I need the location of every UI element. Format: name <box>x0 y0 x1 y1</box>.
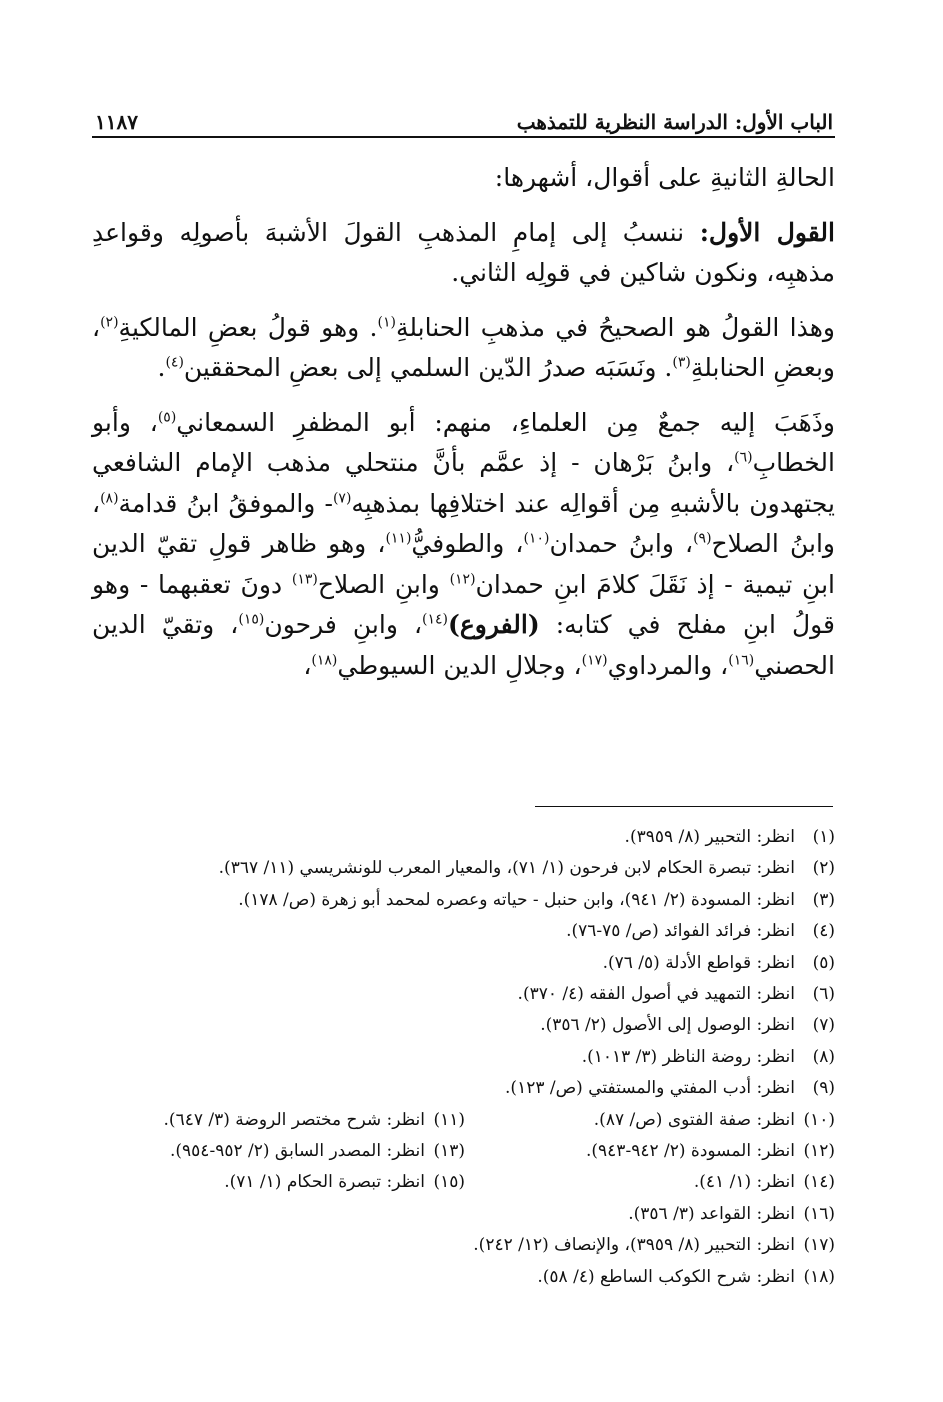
footnote-row-10-11 <box>92 1105 835 1136</box>
footnote-11: (١١) انظر: شرح مختصر الروضة (٣/ ٦٤٧). <box>163 1109 465 1130</box>
footnote-ref[interactable]: (١٧) <box>581 652 608 669</box>
footnote-separator <box>535 806 833 807</box>
footnote-15: (١٥) انظر: تبصرة الحكام (١/ ٧١). <box>224 1172 465 1193</box>
main-text <box>92 158 835 700</box>
footnote-ref[interactable]: (٩) <box>693 530 712 547</box>
footnote-17: (١٧) انظر: التحبير (٨/ ٣٩٥٩)، والإنصاف (١٢/ ٢٤٢). <box>473 1235 835 1256</box>
footnote-ref[interactable]: (٣) <box>672 354 691 371</box>
footnote-1: (١) انظر: التحبير (٨/ ٣٩٥٩). <box>624 827 835 847</box>
footnote-ref[interactable]: (١٤) <box>422 611 449 628</box>
footnote-ref[interactable]: (١٦) <box>728 652 755 669</box>
footnote-16: (١٦) انظر: القواعد (٣/ ٣٥٦). <box>628 1203 835 1224</box>
footnote-ref[interactable]: (١٨) <box>311 652 338 669</box>
footnote-18: (١٨) انظر: شرح الكوكب الساطع (٤/ ٥٨). <box>537 1266 835 1287</box>
footnote-6: (٦) انظر: التمهيد في أصول الفقه (٤/ ٣٧٠). <box>517 984 835 1005</box>
footnote-10: (١٠) انظر: صفة الفتوى (ص/ ٨٧). <box>593 1109 835 1130</box>
chapter-title: الباب الأول: الدراسة النظرية للتمذهب <box>516 110 833 134</box>
paragraph-4: وذَهَبَ إليه جمعٌ مِن العلماءِ، منهم: أبو المظفرِ السمعاني$^{(٥)}$، وأبو الخطابِ$^{(٦)}$، وابنُ بَرْهان - إذ عمَّم بأنَّ منتحلي مذهب الإمام الشافعي يجتهدون بالأشبهِ مِن أقوالِه عند اختلافِها بمذهبِه$^{(٧)}$- والموفقُ ابنُ قدامة$^{(٨)}$، وابنُ الصلاح$^{(٩)}$، وابنُ حمدان$^{(١٠)}$، والطوفيُّ$^{(١١)}$، وهو ظاهر قولِ تقيّ الدين ابنِ تيمية - إذ نَقَلَ كلامَ ابنِ حمدان$^{(١٢)}$ وابنِ الصلاح$^{(١٣)}$ دونَ تعقبهما - وهو قولُ ابنِ مفلح في كتابه: (الفروع)$^{(١٤)}$، وابنِ فرحون$^{(١٥)}$، وتقيّ الدين الحصني$^{(١٦)}$، والمرداوي$^{(١٧)}$، وجلالِ الدين السيوطي$^{(١٨)}$، <box>92 407 836 680</box>
footnote-row-12-13 <box>92 1136 835 1167</box>
footnote-ref[interactable]: (١٠) <box>523 530 550 547</box>
footnotes <box>92 822 835 1293</box>
footnote-8: (٨) انظر: روضة الناظر (٣/ ١٠١٣). <box>581 1046 835 1067</box>
footnote-ref[interactable]: (٦) <box>734 449 753 466</box>
running-header <box>95 104 833 134</box>
book-title-furu: (الفروع) <box>448 610 540 639</box>
footnote-9: (٩) انظر: أدب المفتي والمستفتي (ص/ ١٢٣). <box>505 1078 835 1099</box>
footnote-row-14-15 <box>92 1167 835 1198</box>
footnote-ref[interactable]: (١٥) <box>238 611 265 628</box>
page-number: ١١٨٧ <box>95 110 138 134</box>
paragraph-3: وهذا القولُ هو الصحيحُ في مذهبِ الحنابلةِ$^{(١)}$. وهو قولُ بعضِ المالكيةِ$^{(٢)}$، وبعضِ الحنابلةِ$^{(٣)}$. ونَسَبَه صدرُ الدّين السلمي إلى بعضِ المحققين$^{(٤)}$. <box>92 312 835 382</box>
footnote-5: (٥) انظر: قواطع الأدلة (٥/ ٧٦). <box>602 952 835 973</box>
footnote-12: (١٢) انظر: المسودة (٢/ ٩٤٢-٩٤٣). <box>586 1141 835 1162</box>
footnote-ref[interactable]: (٢) <box>100 314 119 331</box>
paragraph-2: القول الأول: ننسبُ إلى إمامِ المذهبِ القولَ الأشبهَ بأصولِه وقواعدِ مذهبِه، ونكون شاكين في قولِه الثاني. <box>92 217 835 287</box>
footnote-ref[interactable]: (١٣) <box>291 571 318 588</box>
header-rule <box>92 136 835 138</box>
footnote-ref[interactable]: (١٢) <box>449 571 476 588</box>
footnote-3: (٣) انظر: المسودة (٢/ ٩٤١)، وابن حنبل - حياته وعصره لمحمد أبو زهرة (ص/ ١٧٨). <box>238 889 835 910</box>
footnote-2: (٢) انظر: تبصرة الحكام لابن فرحون (١/ ٧١)، والمعيار المعرب للونشريسي (١١/ ٣٦٧). <box>218 858 835 879</box>
footnote-14: (١٤) انظر: (١/ ٤١). <box>693 1172 835 1193</box>
footnote-4: (٤) انظر: فرائد الفوائد (ص/ ٧٥-٧٦). <box>566 921 835 942</box>
first-opinion-heading: القول الأول: <box>699 217 835 247</box>
paragraph-1: الحالةِ الثانيةِ على أقوال، أشهرها: <box>494 163 835 192</box>
footnote-ref[interactable]: (١١) <box>385 530 412 547</box>
footnote-7: (٧) انظر: الوصول إلى الأصول (٢/ ٣٥٦). <box>540 1015 835 1036</box>
footnote-ref[interactable]: (٥) <box>157 409 177 426</box>
footnote-ref[interactable]: (١) <box>377 314 396 331</box>
footnote-ref[interactable]: (٨) <box>100 490 119 507</box>
footnote-ref[interactable]: (٤) <box>165 354 184 371</box>
footnote-13: (١٣) انظر: المصدر السابق (٢/ ٩٥٢-٩٥٤). <box>169 1141 465 1162</box>
footnote-ref[interactable]: (٧) <box>332 490 352 507</box>
